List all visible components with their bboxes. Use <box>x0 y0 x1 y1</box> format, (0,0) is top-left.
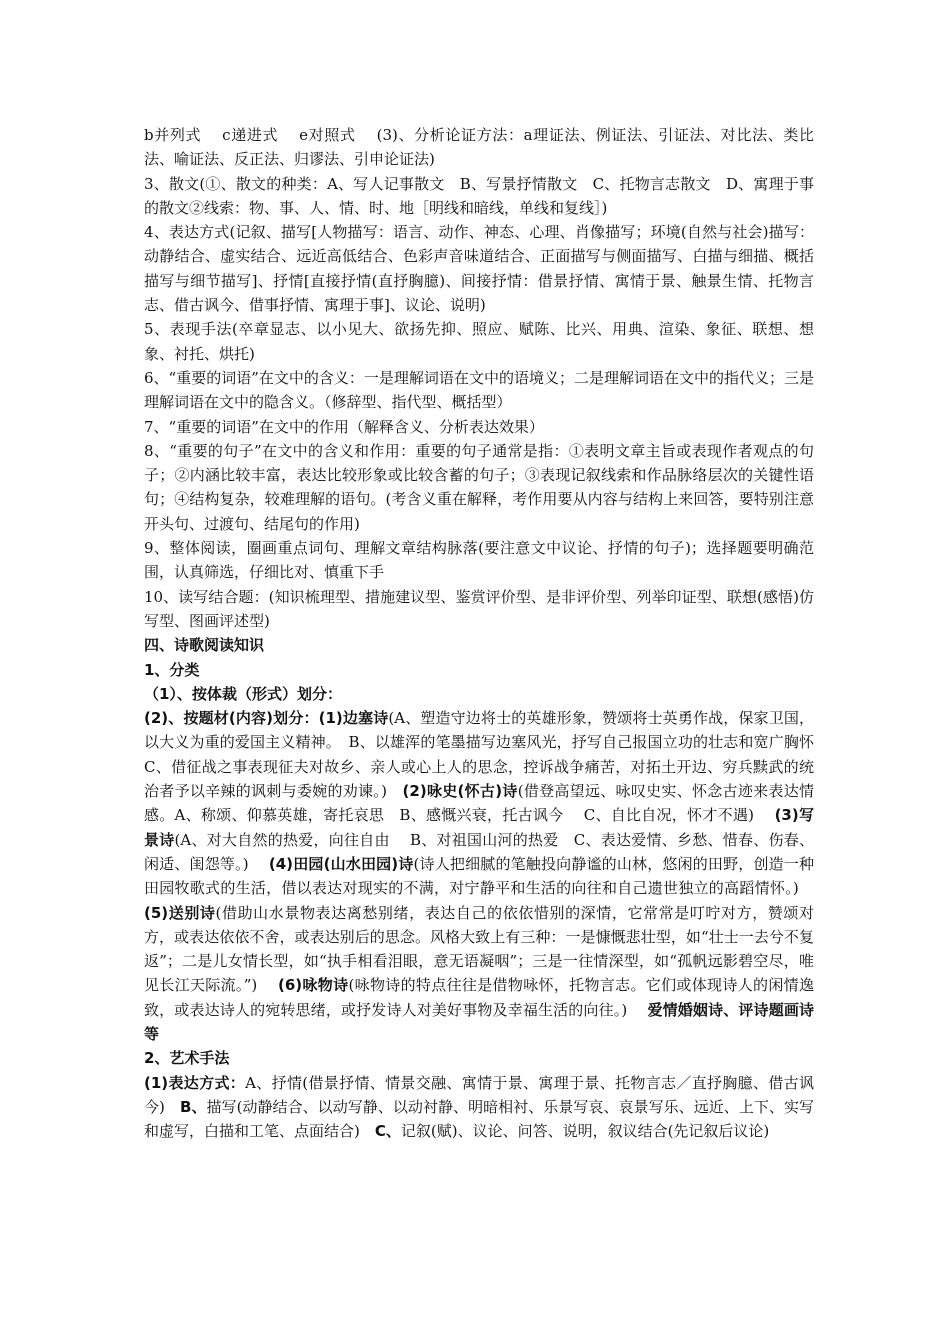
paragraph-sentence-meaning: 8、“重要的句子”在文中的含义和作用：重要的句子通常是指：①表明文章主旨或表现作者观点的句子；②内涵比较丰富，表达比较形象或比较含蓄的句子；③表现记叙线索和作品脉络层次的关键性语句；④结构复杂，较难理解的语句。(考含义重在解释，考作用要从内容与结构上来回答，要特别注意开头句、过渡句、结尾句的作用) <box>144 441 814 533</box>
label-farewell-poem: (5)送别诗 <box>144 903 216 922</box>
label-love-poem: 爱情婚姻诗、评诗题画诗等 <box>144 1000 814 1043</box>
subheading-classification: 1、分类 <box>144 660 200 679</box>
label-expression: (1)表达方式： <box>144 1073 246 1092</box>
subheading-by-form: （1）、按体裁（形式）划分： <box>144 684 342 703</box>
text-expression-b: 描写(动静结合、以动写静、以动衬静、明暗相衬、乐景写哀、哀景写乐、远近、上下、实写和虚写，白描和工笔、点面结合) <box>144 1097 814 1141</box>
paragraph-overall-reading: 9、整体阅读，圈画重点词句、理解文章结构脉落(要注意文中议论、抒情的句子)；选择题要明确范围，认真筛选，仔细比对、慎重下手 <box>144 539 814 582</box>
paragraph-argument-methods: b并列式 c递进式 e对照式 (3)、分析论证方法：a理证法、例证法、引证法、对比法、类比法、喻证法、反正法、归谬法、引申论证法) <box>144 126 814 169</box>
paragraph-by-theme <box>144 706 830 1046</box>
paragraph-techniques: 5、表现手法(卒章显志、以小见大、欲扬先抑、照应、赋陈、比兴、用典、渲染、象征、联想、想象、衬托、烘托) <box>144 320 814 363</box>
label-landscape-poem: (3)写景诗 <box>144 806 814 849</box>
label-pastoral-poem: (4)田园(山水田园)诗 <box>268 854 414 873</box>
paragraph-expression <box>144 1071 814 1144</box>
paragraph-word-meaning: 6、“重要的词语”在文中的含义：一是理解词语在文中的语境义；二是理解词语在文中的指代义；三是理解词语在文中的隐含义。（修辞型、指代型、概括型） <box>144 368 814 412</box>
text-expression-a: A、抒情(借景抒情、情景交融、寓情于景、寓理于景、托物言志／直抒胸臆、借古讽今) <box>144 1073 814 1116</box>
text-landscape-poem: (A、对大自然的热爱，向往自由 B、对祖国山河的热爱 C、表达爱情、乡愁、惜春、伤春、闲适、闺怨等。) <box>144 830 814 873</box>
text-pastoral-poem: (诗人把细腻的笔触投向静谧的山林，悠闲的田野，创造一种田园牧歌式的生活，借以表达对现实的不满，对宁静平和生活的向往和自己遗世独立的高蹈情怀。) <box>144 854 814 898</box>
label-expression-b: B、 <box>179 1097 207 1116</box>
label-frontier-poem: (1)边塞诗 <box>318 709 389 728</box>
paragraph-prose: 3、散文(①、散文的种类：A、写人记事散文 B、写景抒情散文 C、托物言志散文 D、寓理于事的散文②线索：物、事、人、情、时、地［明线和暗线，单线和复线］) <box>144 174 814 217</box>
paragraph-word-function: 7、“重要的词语”在文中的作用（解释含义、分析表达效果） <box>144 417 544 436</box>
text-farewell-poem: (借助山水景物表达离愁别绪，表达自己的依依惜别的深情，它常常是叮咛对方，赞颂对方，或表达依依不舍，或表达别后的思念。风格大致上有三种：一是慷慨悲壮型，如“壮士一去兮不复返”；二是儿女情长型，如“执手相看泪眼，意无语凝咽”；三是一往情深型，如“孤帆远影碧空尽，唯见长江天际流。”) <box>144 903 814 995</box>
text-object-poem: (咏物诗的特点往往是借物咏怀，托物言志。它们或体现诗人的闲情逸致，或表达诗人的宛转思绪，或抒发诗人对美好事物及幸福生活的向往。) <box>144 976 814 1019</box>
text-frontier-poem: (A、塑造守边将士的英雄形象，赞颂将士英勇作战，保家卫国，以大义为重的爱国主义精神。 B、以雄浑的笔墨描写边塞风光，抒写自己报国立功的壮志和宽广胸怀 C、借征战之事表现征夫对故乡、亲人或心上人的思念，控诉战争痛苦，对拓土开边、穷兵黩武的统治者予以辛辣的讽刺与委婉的劝谏。) <box>144 709 830 801</box>
label-by-theme: (2)、按题材(内容)划分： <box>144 709 319 728</box>
subheading-art-techniques: 2、艺术手法 <box>144 1049 230 1068</box>
document-page <box>144 123 830 1143</box>
text-history-poem: (借登高望远、咏叹史实、怀念古迹来表达情感。A、称颂、仰慕英雄，寄托哀思 B、感慨兴衰，托古讽今 C、自比自况，怀才不遇) <box>144 782 814 825</box>
label-history-poem: (2)咏史(怀古)诗 <box>402 782 518 801</box>
text-expression-c: 记叙(赋)、议论、问答、说明，叙议结合(先记叙后议论) <box>400 1122 770 1141</box>
paragraph-read-write: 10、读写结合题：(知识梳理型、措施建议型、鉴赏评价型、是非评价型、列举印证型、联想(感悟)仿写型、图画评述型) <box>144 587 814 630</box>
paragraph-expression-modes: 4、表达方式(记叙、描写[人物描写：语言、动作、神态、心理、肖像描写；环境(自然与社会)描写：动静结合、虚实结合、远近高低结合、色彩声音味道结合、正面描写与侧面描写、白描与细描、概括描写与细节描写]、抒情[直接抒情(直抒胸臆)、间接抒情：借景抒情、寓情于景、触景生情、托物言志、借古讽今、借事抒情、寓理于事]、议论、说明) <box>144 223 814 315</box>
label-object-poem: (6)咏物诗 <box>278 976 349 995</box>
label-expression-c: C、 <box>374 1122 401 1141</box>
section-heading-poetry: 四、诗歌阅读知识 <box>144 636 265 655</box>
